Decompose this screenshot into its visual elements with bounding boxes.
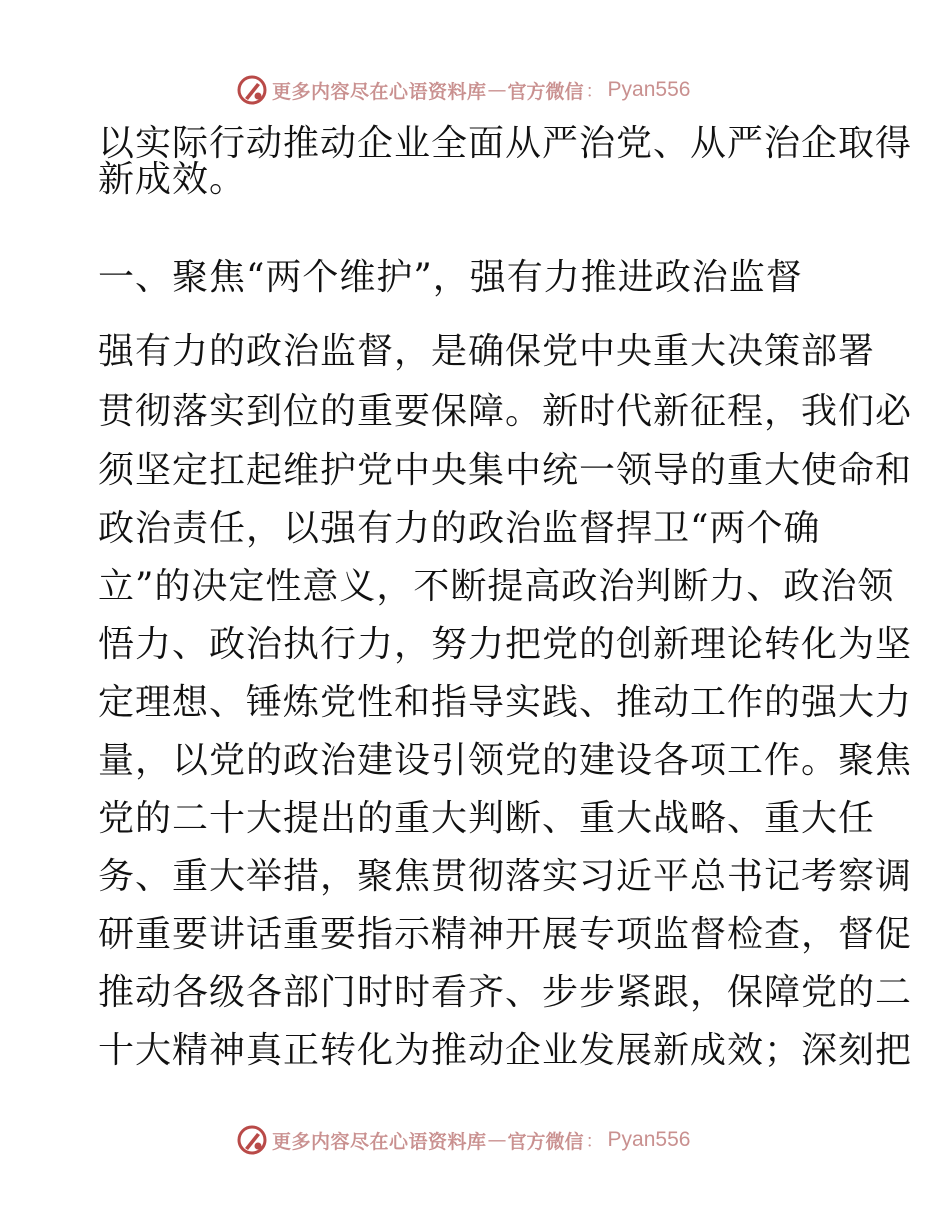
watermark-separator: ： bbox=[585, 81, 604, 102]
section-heading: 一、聚焦“两个维护”，强有力推进政治监督 bbox=[98, 257, 803, 298]
body-line: 量，以党的政治建设引领党的建设各项工作。聚焦 bbox=[98, 740, 913, 781]
pen-seal-logo-icon bbox=[236, 1124, 268, 1156]
watermark-separator: ： bbox=[585, 1131, 604, 1152]
watermark-label: 官方微信 bbox=[507, 1130, 584, 1153]
body-line: 定理想、锤炼党性和指导实践、推动工作的强大力 bbox=[98, 682, 913, 723]
watermark-dash: — bbox=[487, 79, 507, 101]
watermark-id: Pyan556 bbox=[607, 78, 691, 101]
watermark-dash: — bbox=[487, 1129, 507, 1151]
body-line: 贯彻落实到位的重要保障。新时代新征程，我们必 bbox=[98, 391, 913, 432]
body-line: 新成效。 bbox=[98, 159, 247, 200]
body-line: 以实际行动推动企业全面从严治党、从严治企取得 bbox=[98, 123, 913, 164]
body-line: 十大精神真正转化为推动企业发展新成效；深刻把 bbox=[98, 1030, 913, 1071]
body-line: 研重要讲话重要指示精神开展专项监督检查，督促 bbox=[98, 914, 913, 955]
body-line: 务、重大举措，聚焦贯彻落实习近平总书记考察调 bbox=[98, 856, 913, 897]
body-line: 立”的决定性意义，不断提高政治判断力、政治领 bbox=[98, 566, 895, 607]
watermark-id: Pyan556 bbox=[607, 1128, 691, 1151]
body-line: 政治责任，以强有力的政治监督捍卫“两个确 bbox=[98, 508, 821, 549]
body-line: 悟力、政治执行力，努力把党的创新理论转化为坚 bbox=[98, 624, 913, 665]
watermark-label: 官方微信 bbox=[507, 80, 584, 103]
body-line: 须坚定扛起维护党中央集中统一领导的重大使命和 bbox=[98, 450, 913, 491]
body-line: 推动各级各部门时时看齐、步步紧跟，保障党的二 bbox=[98, 972, 913, 1013]
body-line: 强有力的政治监督，是确保党中央重大决策部署 bbox=[98, 331, 876, 372]
watermark-brand: 更多内容尽在心语资料库 bbox=[272, 1130, 487, 1153]
pen-seal-logo-icon bbox=[236, 74, 268, 106]
watermark-brand: 更多内容尽在心语资料库 bbox=[272, 80, 487, 103]
body-line: 党的二十大提出的重大判断、重大战略、重大任 bbox=[98, 798, 876, 839]
footer-watermark bbox=[236, 1123, 690, 1157]
header-watermark bbox=[236, 73, 690, 107]
